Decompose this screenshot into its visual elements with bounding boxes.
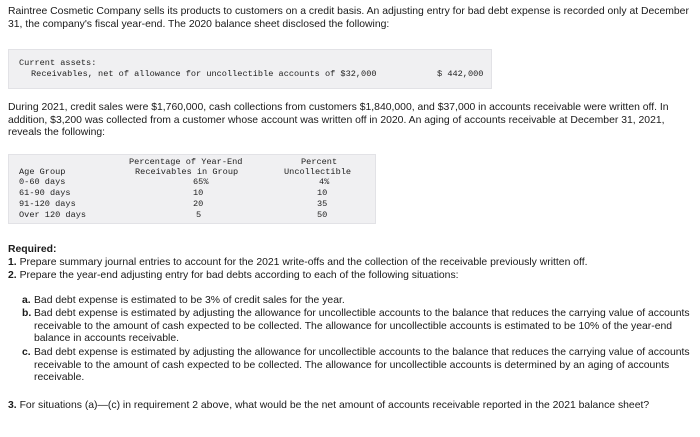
requirement-text: For situations (a)—(c) in requirement 2 above, what would be the net amount of accounts receivable reported in the 2021 balance sheet? [19, 400, 650, 411]
receivables-line-label: Receivables, net of allowance for uncollectible accounts of $32,000 [31, 69, 377, 79]
percent-uncollectible-cell: 35 [317, 199, 328, 209]
requirement-number: 3. [8, 400, 17, 411]
requirement-number: 2. [8, 270, 17, 281]
requirement-2 [8, 270, 696, 283]
requirement-number: 1. [8, 257, 17, 268]
requirement-text: Prepare the year-end adjusting entry for bad debts according to each of the following situations: [19, 270, 459, 281]
intro-paragraph: Raintree Cosmetic Company sells its products to customers on a credit basis. An adjusting entry for bad debt expense is recorded only at December 31, the company's fiscal year-end. The 2020 balance sheet disclosed the following: [8, 6, 689, 30]
aging-col1-header: Age Group [19, 167, 66, 177]
percent-uncollectible-cell: 50 [317, 210, 328, 220]
receivables-line-value: $ 442,000 [437, 69, 484, 79]
required-heading: Required: [8, 244, 57, 255]
situation-text: Bad debt expense is estimated by adjusting the allowance for uncollectible accounts to the balance that reduces the carrying value of accounts receivable to the amount of cash expected to be collected. The allowance for uncollectible accounts is estimated to be 10% of the year-end balance in accounts receivable. [34, 308, 690, 345]
situation-letter: a. [22, 295, 31, 306]
aging-table [8, 154, 376, 224]
situation-letter: c. [22, 347, 31, 358]
percent-receivables-cell: 10 [193, 188, 204, 198]
requirement-1 [8, 257, 696, 270]
current-assets-heading: Current assets: [19, 58, 97, 68]
age-group-cell: Over 120 days [19, 210, 87, 220]
situation-text: Bad debt expense is estimated to be 3% of credit sales for the year. [34, 295, 345, 306]
percent-receivables-cell: 65% [193, 177, 209, 187]
aging-col2-header-line1: Percentage of Year-End [129, 157, 243, 167]
age-group-cell: 0-60 days [19, 177, 66, 187]
situation-text: Bad debt expense is estimated by adjusting the allowance for uncollectible accounts to the balance that reduces the carrying value of accounts receivable to the amount of cash expected to be collected. The allowance for uncollectible accounts is determined by an aging of accounts receivable. [34, 347, 690, 384]
requirement-3 [8, 400, 696, 413]
percent-uncollectible-cell: 4% [319, 177, 330, 187]
situation-b [22, 308, 694, 346]
situation-c [22, 347, 694, 385]
aging-col2-header-line2: Receivables in Group [135, 167, 239, 177]
situation-letter: b. [22, 308, 32, 319]
age-group-cell: 61-90 days [19, 188, 71, 198]
aging-col3-header-line2: Uncollectible [284, 167, 352, 177]
situation-a [22, 295, 694, 308]
activity-paragraph: During 2021, credit sales were $1,760,000, cash collections from customers $1,840,000, and $37,000 in accounts receivable were written off. In addition, $3,200 was collected from a customer whose account was written off in 2020. An aging of accounts receivable at December 31, 2021, reveals the following: [8, 102, 669, 139]
age-group-cell: 91-120 days [19, 199, 76, 209]
percent-receivables-cell: 5 [196, 210, 202, 220]
requirement-text: Prepare summary journal entries to account for the 2021 write-offs and the collection of the receivable previously written off. [19, 257, 588, 268]
aging-col3-header-line1: Percent [301, 157, 338, 167]
percent-uncollectible-cell: 10 [317, 188, 328, 198]
percent-receivables-cell: 20 [193, 199, 204, 209]
balance-sheet-box [8, 49, 492, 89]
